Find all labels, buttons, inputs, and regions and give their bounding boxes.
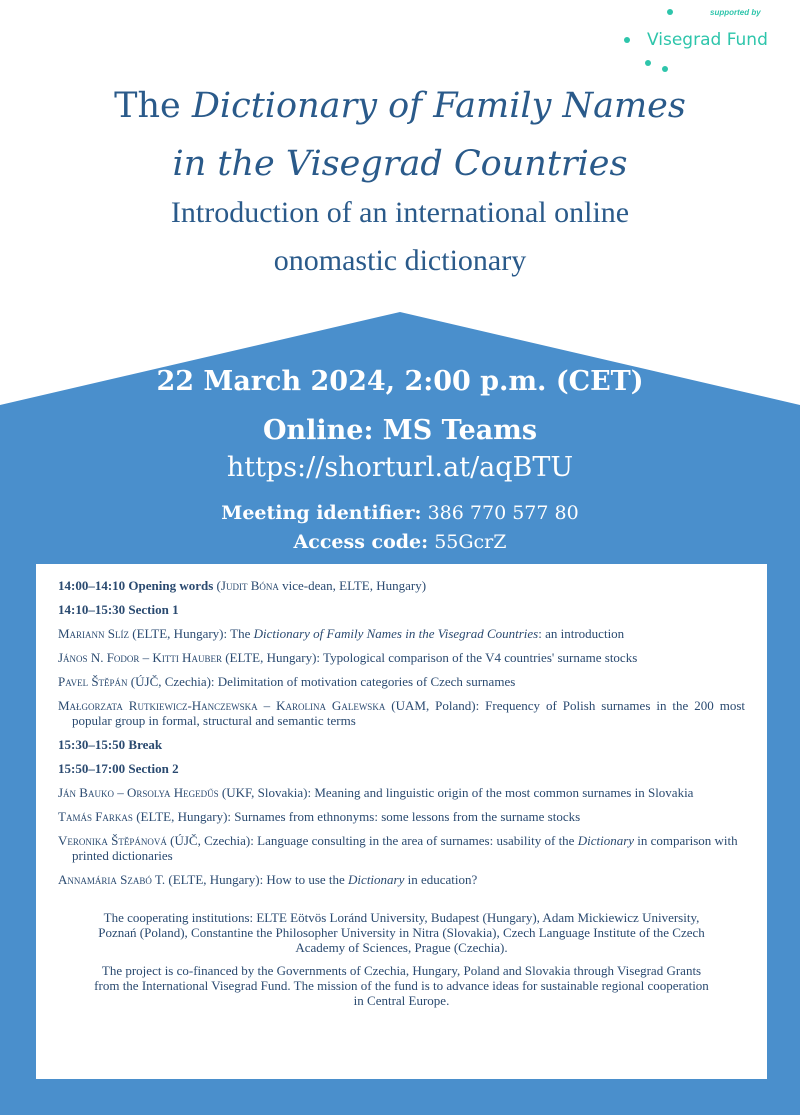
- talk-item: [58, 785, 745, 800]
- cooperating-institutions: The cooperating institutions: ELTE Eötvös Loránd University, Budapest (Hungary), Adam Mickiewicz University, Poznań (Poland), Constantine the Philosopher University in Nitra (Slovakia), Czech Language Institute of the Czech Academy of Sciences, Prague (Czechia).: [98, 910, 705, 955]
- speaker: Małgorzata Rutkiewicz-Hanczewska – Karolina Galewska: [58, 698, 386, 713]
- opening-line: 14:00–14:10 Opening words (Judit Bóna vice-dean, ELTE, Hungary): [58, 578, 427, 593]
- visegrad-fund-logo: [610, 0, 800, 80]
- talk-item: [58, 698, 745, 728]
- talk-text: (UKF, Slovakia): Meaning and linguistic origin of the most common surnames in Slovakia: [218, 785, 694, 800]
- meeting-identifier: [0, 502, 800, 524]
- talk-item: [58, 833, 745, 863]
- talk-item: [58, 872, 745, 887]
- subtitle-line-1: Introduction of an international online: [170, 196, 630, 229]
- talk-text: (ELTE, Hungary): The: [129, 626, 254, 641]
- opening-speaker: Judit Bóna: [220, 578, 279, 593]
- talk-text: (ÚJČ, Czechia): Delimitation of motivation categories of Czech surnames: [127, 674, 516, 689]
- program-panel: [36, 564, 767, 1079]
- speaker: Annamária Szabó T.: [58, 872, 166, 887]
- access-value: 55GcrZ: [434, 531, 507, 553]
- fund-name: Visegrad Fund: [647, 30, 768, 50]
- section-2-heading: 15:50–17:00 Section 2: [58, 761, 179, 776]
- opening-time: 14:00–14:10 Opening words: [58, 578, 214, 593]
- talk-italic: Dictionary: [577, 833, 635, 848]
- talk-item: [58, 626, 745, 641]
- logo-dot-icon: [645, 60, 651, 66]
- talk-italic: Dictionary of Family Names in the Visegrad Countries: [253, 626, 539, 641]
- access-code: [0, 531, 800, 553]
- meeting-value: 386 770 577 80: [427, 502, 579, 524]
- opening-rest: vice-dean, ELTE, Hungary): [282, 578, 427, 593]
- speaker: Mariann Slíz: [58, 626, 130, 641]
- event-url-link[interactable]: https://shorturl.at/aqBTU: [226, 452, 574, 483]
- event-platform: Online: MS Teams: [262, 415, 538, 446]
- subtitle-line-2: onomastic dictionary: [273, 244, 527, 277]
- talk-text: (UAM, Poland): Frequency of Polish surnames in the 200 most popular group in formal, structural and semantic terms: [72, 698, 746, 728]
- break-heading: 15:30–15:50 Break: [58, 737, 163, 752]
- title-line-1: [0, 86, 800, 126]
- talk-text: (ELTE, Hungary): How to use the: [165, 872, 349, 887]
- title-line-2: in the Visegrad Countries: [172, 144, 628, 184]
- title-prefix: The: [114, 86, 192, 126]
- speaker: Tamás Farkas: [58, 809, 133, 824]
- talk-text: in comparison with printed dictionaries: [72, 833, 738, 863]
- speaker: János N. Fodor – Kitti Hauber: [58, 650, 222, 665]
- logo-dot-icon: [624, 37, 630, 43]
- talk-item: [58, 809, 745, 824]
- speaker: Veronika Štěpánová: [58, 833, 167, 848]
- talk-text: (ELTE, Hungary): Surnames from ethnonyms: some lessons from the surname stocks: [132, 809, 581, 824]
- speaker: Pavel Štěpán: [58, 674, 128, 689]
- talk-text: (ELTE, Hungary): Typological comparison of the V4 countries' surname stocks: [221, 650, 638, 665]
- logo-dot-icon: [662, 66, 668, 72]
- financing-note: The project is co-financed by the Governments of Czechia, Hungary, Poland and Slovakia through Visegrad Grants from the International Visegrad Fund. The mission of the fund is to advance ideas for sustainable regional cooperation in Central Europe.: [94, 963, 709, 1008]
- talk-text: : an introduction: [538, 626, 625, 641]
- supported-by-label: supported by: [710, 8, 761, 17]
- talk-item: [58, 650, 745, 665]
- event-date: 22 March 2024, 2:00 p.m. (CET): [156, 366, 644, 397]
- access-label: Access code:: [293, 531, 429, 553]
- talk-text: in education?: [404, 872, 478, 887]
- speaker: Ján Bauko – Orsolya Hegedűs: [58, 785, 219, 800]
- meeting-label: Meeting identifier:: [221, 502, 422, 524]
- logo-dot-icon: [667, 9, 673, 15]
- talk-text: (ÚJČ, Czechia): Language consulting in the area of surnames: usability of the: [166, 833, 578, 848]
- talk-italic: Dictionary: [348, 872, 405, 887]
- talk-item: [58, 674, 745, 689]
- title-dictionary: Dictionary of Family Names: [191, 86, 686, 126]
- section-1-heading: 14:10–15:30 Section 1: [58, 602, 179, 617]
